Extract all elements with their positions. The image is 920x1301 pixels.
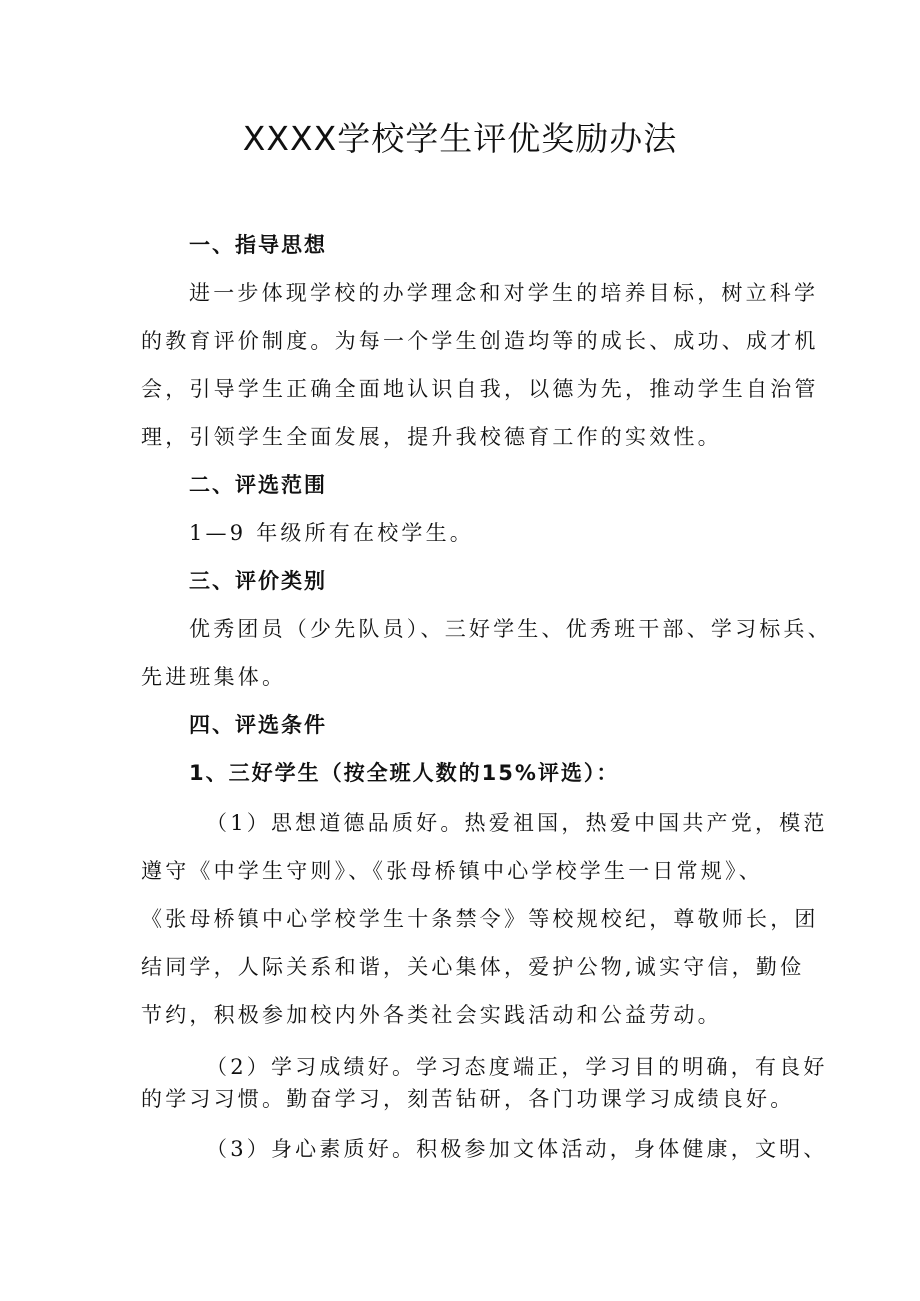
paragraph-line: 理，引领学生全面发展，提升我校德育工作的实效性。 bbox=[141, 425, 722, 449]
paragraph-line: 先进班集体。 bbox=[141, 665, 287, 689]
section-heading-selection-criteria: 四、评选条件 bbox=[189, 713, 327, 737]
criterion-line: 遵守《中学生守则》、《张母桥镇中心学校学生一日常规》、 bbox=[141, 859, 763, 883]
criterion-line: 节约，积极参加校内外各类社会实践活动和公益劳动。 bbox=[141, 1003, 722, 1027]
section-heading-evaluation-categories: 三、评价类别 bbox=[189, 569, 327, 593]
criterion-line: 结同学，人际关系和谐，关心集体，爱护公物,诚实守信，勤俭 bbox=[141, 955, 805, 979]
criterion-line: （2）学习成绩好。学习态度端正，学习目的明确，有良好 bbox=[206, 1055, 828, 1079]
section-heading-guiding-thought: 一、指导思想 bbox=[189, 233, 327, 257]
paragraph-line: 进一步体现学校的办学理念和对学生的培养目标，树立科学 bbox=[189, 281, 819, 305]
subheading-three-good-students: 1、三好学生（按全班人数的15%评选）： bbox=[189, 761, 620, 785]
criterion-line: （1）思想道德品质好。热爱祖国，热爱中国共产党，模范 bbox=[206, 811, 828, 835]
criterion-line: （3）身心素质好。积极参加文体活动，身体健康，文明、 bbox=[206, 1137, 828, 1161]
paragraph-line: 的教育评价制度。为每一个学生创造均等的成长、成功、成才机 bbox=[141, 329, 819, 353]
paragraph-line: 优秀团员（少先队员）、三好学生、优秀班干部、学习标兵、 bbox=[189, 617, 832, 641]
section-heading-selection-scope: 二、评选范围 bbox=[189, 473, 327, 497]
document-title: XXXX学校学生评优奖励办法 bbox=[242, 119, 678, 158]
paragraph-line: 1—9 年级所有在校学生。 bbox=[189, 521, 474, 545]
criterion-line: 《张母桥镇中心学校学生十条禁令》等校规校纪，尊敬师长，团 bbox=[141, 907, 819, 931]
paragraph-line: 会，引导学生正确全面地认识自我，以德为先，推动学生自治管 bbox=[141, 377, 819, 401]
criterion-line: 的学习习惯。勤奋学习，刻苦钻研，各门功课学习成绩良好。 bbox=[141, 1087, 795, 1111]
